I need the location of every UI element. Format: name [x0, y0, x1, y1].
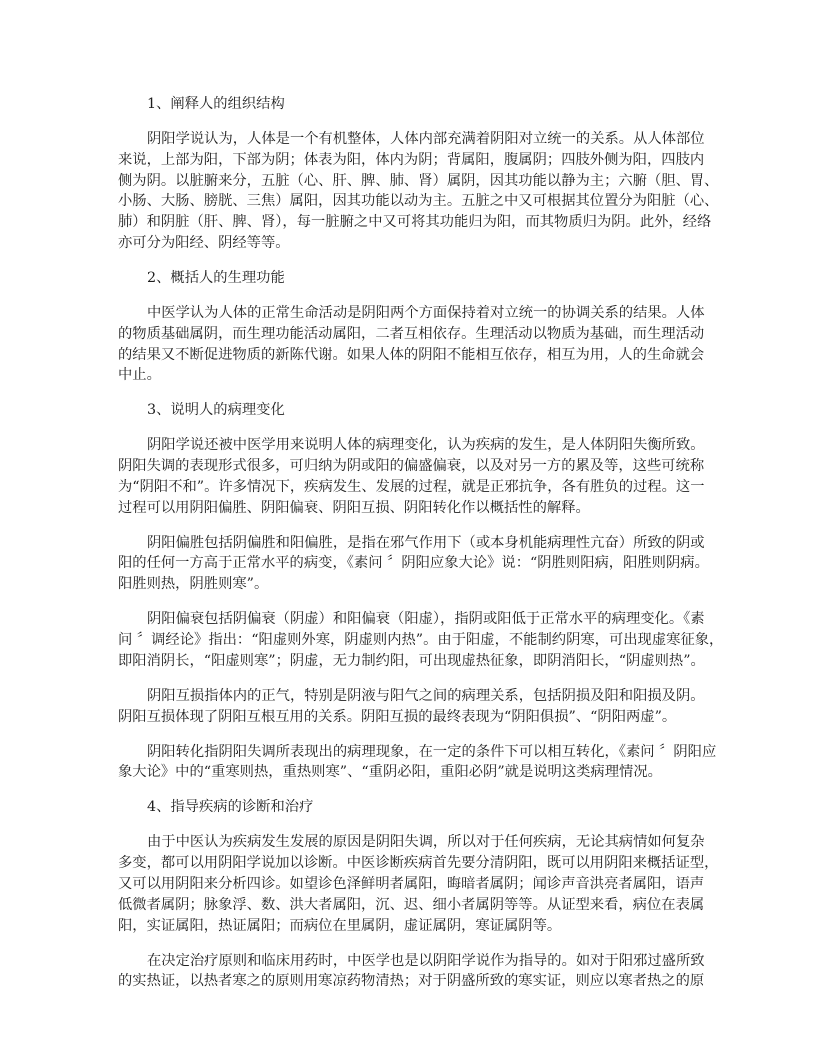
paragraph-line: 阴阳偏胜包括阴偏胜和阳偏胜，是指在邪气作用下（或本身机能病理性亢奋）所致的阴或 [147, 534, 705, 551]
paragraph [118, 742, 717, 784]
paragraph-line: 多变，都可以用阴阳学说加以诊断。中医诊断疾病首先要分清阴阳，既可以用阴阳来概括证型， [118, 855, 719, 872]
paragraph-line: 小肠、大肠、膀胱、三焦）属阳，因其功能以动为主。五脏之中又可根据其位置分为阳脏（心、 [118, 193, 719, 210]
paragraph [118, 951, 705, 993]
paragraph-line: 在决定治疗原则和临床用药时，中医学也是以阴阳学说作为指导的。如对于阳邪过盛所致 [147, 952, 705, 969]
paragraph-line: 由于中医认为疾病发生发展的原因是阴阳失调，所以对于任何疾病，无论其病情如何复杂 [147, 834, 705, 851]
paragraph-line: 中止。 [118, 367, 161, 384]
paragraph-line: 阳的任何一方高于正常水平的病变，《素问 〞阴阳应象大论》说：“阴胜则阳病，阳胜则阴病。 [118, 555, 709, 572]
paragraph-line: 中医学认为人体的正常生命活动是阴阳两个方面保持着对立统一的协调关系的结果。人体 [147, 304, 705, 321]
paragraph-line: 的实热证，以热者寒之的原则用寒凉药物清热；对于阴盛所致的寒实证，则应以寒者热之的原 [118, 973, 705, 990]
section-heading [118, 94, 698, 115]
paragraph [118, 129, 719, 254]
paragraph-line: 阴阳互损体现了阴阳互根互用的关系。阴阳互损的最终表现为“阴阳俱损”、“阴阳两虚”。 [118, 708, 677, 725]
paragraph [118, 303, 705, 386]
paragraph-line: 阳，实证属阳，热证属阳；而病位在里属阴，虚证属阴，寒证属阴等。 [118, 917, 562, 934]
paragraph [118, 686, 705, 728]
heading-text: 4、指导疾病的诊断和治疗 [147, 799, 314, 816]
paragraph-line: 阴阳偏衰包括阴偏衰（阴虚）和阳偏衰（阳虚），指阴或阳低于正常水平的病理变化。《素 [147, 611, 705, 628]
paragraph-line: 阴阳失调的表现形式很多，可归纳为阴或阳的偏盛偏衰，以及对另一方的累及等，这些可统称 [118, 458, 705, 475]
paragraph-line: 阴阳学说还被中医学用来说明人体的病理变化，认为疾病的发生，是人体阴阳失衡所致。 [147, 437, 705, 454]
section-heading [118, 400, 698, 421]
heading-text: 3、说明人的病理变化 [147, 402, 285, 419]
paragraph [118, 435, 705, 518]
paragraph-line: 低微者属阴；脉象浮、数、洪大者属阳，沉、迟、细小者属阴等等。从证型来看，病位在表属 [118, 896, 705, 913]
paragraph-line: 来说，上部为阳，下部为阴；体表为阳，体内为阴；背属阳，腹属阴；四肢外侧为阳，四肢内 [118, 151, 705, 168]
document-page [118, 94, 724, 1006]
paragraph-line: 阳胜则热，阴胜则寒”。 [118, 576, 269, 593]
paragraph-line: 侧为阴。以脏腑来分，五脏（心、肝、脾、肺、肾）属阴，因其功能以静为主；六腑（胆、胃、 [118, 172, 719, 189]
section-heading [118, 268, 698, 289]
heading-text: 1、阐释人的组织结构 [147, 96, 285, 112]
paragraph-line: 阴阳转化指阴阳失调所表现出的病理现象，在一定的条件下可以相互转化，《素问 〞阴阳应 [147, 743, 717, 760]
paragraph-line: 的结果又不断促进物质的新陈代谢。如果人体的阴阳不能相互依存，相互为用，人的生命就会 [118, 346, 705, 363]
section-heading [118, 797, 698, 818]
paragraph-line: 又可以用阴阳来分析四诊。如望诊色泽鲜明者属阳，晦暗者属阴；闻诊声音洪亮者属阳，语声 [118, 875, 705, 892]
paragraph [118, 533, 709, 595]
paragraph-line: 即阳消阴长，“阳虚则寒”；阴虚，无力制约阳，可出现虚热征象，即阴消阳长，“阴虚则热”。 [118, 652, 705, 669]
paragraph-line: 阴阳互损指体内的正气，特别是阴液与阳气之间的病理关系，包括阴损及阳和阳损及阴。 [147, 687, 705, 704]
paragraph [118, 609, 724, 671]
paragraph-line: 阴阳学说认为，人体是一个有机整体，人体内部充满着阴阳对立统一的关系。从人体部位 [147, 130, 705, 147]
paragraph-line: 为“阴阳不和”。许多情况下，疾病发生、发展的过程，就是正邪抗争，各有胜负的过程。这一 [118, 478, 705, 495]
paragraph [118, 832, 719, 936]
heading-text: 2、概括人的生理功能 [147, 269, 285, 286]
paragraph-line: 亦可分为阳经、阴经等等。 [118, 234, 290, 251]
paragraph-line: 象大论》中的“重寒则热，重热则寒”、“重阴必阳，重阳必阴”就是说明这类病理情况。 [118, 764, 662, 781]
paragraph-line: 的物质基础属阴，而生理功能活动属阳，二者互相依存。生理活动以物质为基础，而生理活动 [118, 325, 705, 342]
paragraph-line: 问 〞调经论》指出：“阳虚则外寒，阴虚则内热”。由于阳虚，不能制约阴寒，可出现虚寒征象， [118, 632, 724, 649]
paragraph-line: 肺）和阴脏（肝、脾、肾），每一脏腑之中又可将其功能归为阳，而其物质归为阴。此外，经络 [118, 214, 712, 231]
paragraph-line: 过程可以用阴阳偏胜、阴阳偏衰、阴阳互损、阴阳转化作以概括性的解释。 [118, 499, 590, 516]
